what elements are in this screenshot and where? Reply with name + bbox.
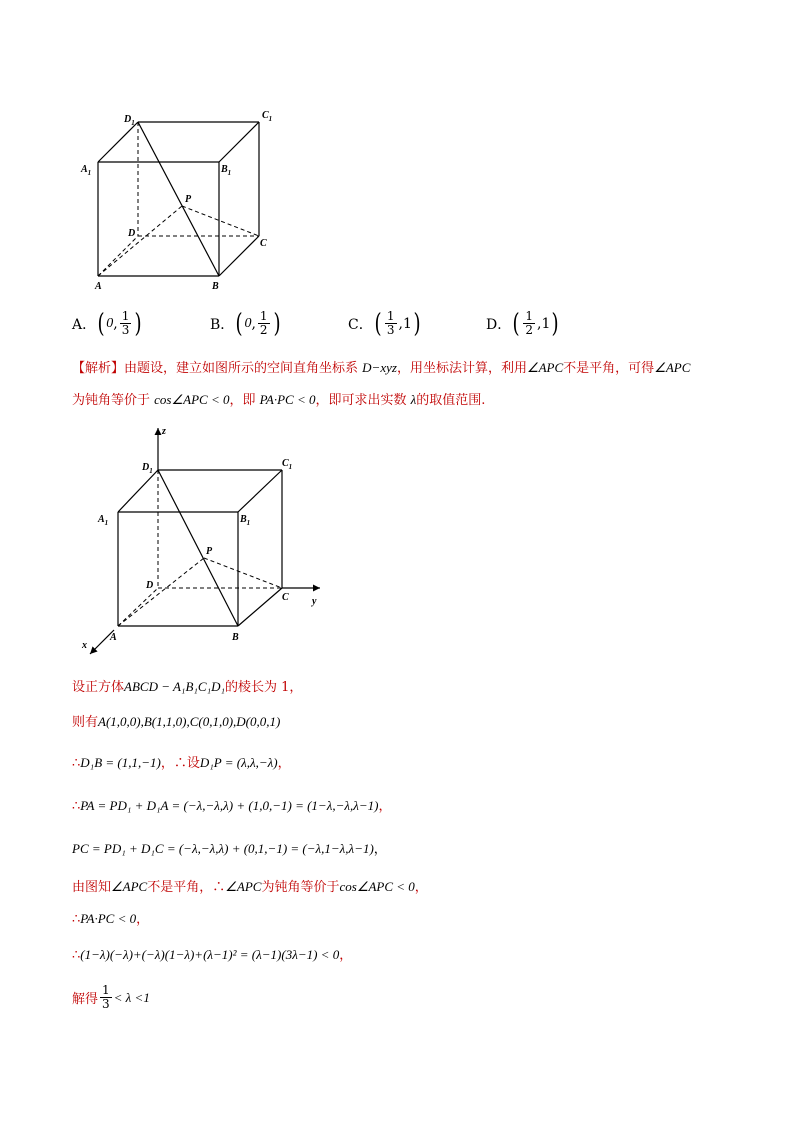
option-d-num: 1 bbox=[525, 309, 534, 323]
label-b: B bbox=[212, 281, 219, 292]
option-a-num: 1 bbox=[121, 309, 130, 323]
option-a[interactable]: A． ( 0 , $\frac{1}{3}$ ) bbox=[72, 308, 143, 339]
solution-line-8: ∴(1−λ)(−λ)+(−λ)(1−λ)+(λ−1)² = (λ−1)(3λ−1) < 0， bbox=[72, 947, 353, 963]
solution-line-7: ∴PA·PC < 0， bbox=[72, 911, 150, 927]
option-a-letter: A． bbox=[72, 316, 97, 333]
edge-b-c bbox=[219, 236, 259, 276]
option-d-den: 2 bbox=[525, 323, 534, 337]
analysis-text: ，即可求出实数 bbox=[315, 393, 407, 408]
solution-line-2: 则有A(1,0,0),B(1,1,0),C(0,1,0),D(0,0,1) bbox=[72, 714, 281, 730]
svg-text:D1: $D_1$ bbox=[142, 462, 153, 475]
analysis-text: 为钝角等价于 bbox=[72, 393, 151, 408]
diagonal-d1-b bbox=[138, 122, 219, 276]
option-c-num: 1 bbox=[386, 309, 395, 323]
solution-line-3: ∴D₁B = (1,1,−1)，∴设D₁P = (λ,λ,−λ)， bbox=[72, 755, 291, 771]
analysis-line-2 bbox=[72, 389, 485, 408]
axis-label-x: x bbox=[82, 640, 87, 651]
label-b1: $B_1$ bbox=[221, 164, 232, 177]
analysis-text: 由题设，建立如图所示的空间直角坐标系 bbox=[124, 361, 359, 376]
edge-b1-c1 bbox=[219, 122, 259, 162]
option-b-den: 2 bbox=[259, 323, 268, 337]
solution-line-9: 解得 $\frac{1}{3}$ < λ <1 bbox=[72, 983, 150, 1011]
analysis-text: ，即 bbox=[229, 393, 256, 408]
option-d[interactable]: D． ( $\frac{1}{2}$ , 1 ) bbox=[486, 308, 560, 339]
analysis-text: 的取值范围. bbox=[416, 393, 486, 408]
analysis-text: ，用坐标法计算，利用 bbox=[396, 361, 527, 376]
svg-text:P: P bbox=[206, 546, 213, 557]
option-d-right: 1 bbox=[541, 315, 551, 332]
solution-line-5: PC = PD₁ + D₁C = (−λ,−λ,λ) + (0,1,−1) = (−λ,1−λ,λ−1)， bbox=[72, 841, 387, 857]
label-c1: $C_1$ bbox=[262, 110, 273, 123]
option-c[interactable]: C． ( $\frac{1}{3}$ , 1 ) bbox=[348, 308, 421, 339]
option-a-den: 3 bbox=[121, 323, 130, 337]
option-b-num: 1 bbox=[259, 309, 268, 323]
analysis-angle: ∠APC bbox=[526, 360, 564, 375]
edge-a1-d1 bbox=[98, 122, 138, 162]
option-c-right: 1 bbox=[402, 315, 412, 332]
analysis-condition: cos∠APC < 0 bbox=[154, 392, 230, 407]
option-a-left: 0 bbox=[106, 315, 114, 331]
analysis-line-1 bbox=[72, 357, 690, 376]
label-c: C bbox=[260, 238, 267, 249]
svg-text:A1: $A_1$ bbox=[98, 514, 109, 527]
dashed-p-c bbox=[182, 206, 259, 236]
label-a1: $A_1$ bbox=[81, 164, 92, 177]
svg-text:B: B bbox=[232, 632, 239, 643]
cube-figure-1 bbox=[78, 100, 288, 300]
dashed-p-a bbox=[98, 206, 182, 276]
svg-text:B1: $B_1$ bbox=[240, 514, 251, 527]
solution-line-6: 由图知∠APC不是平角，∴∠APC为钝角等价于cos∠APC < 0， bbox=[72, 879, 428, 895]
option-b[interactable]: B． ( 0 , $\frac{1}{2}$ ) bbox=[210, 308, 281, 339]
analysis-angle: ∠APC bbox=[654, 360, 691, 375]
analysis-coord-system: D−xyz bbox=[362, 360, 397, 375]
analysis-text: 不是平角，可得 bbox=[563, 361, 655, 376]
analysis-tag: 【解析】 bbox=[72, 361, 125, 376]
option-c-den: 3 bbox=[386, 323, 395, 337]
option-b-left: 0 bbox=[244, 315, 252, 331]
options-row bbox=[72, 310, 732, 350]
label-d1: $D_1$ bbox=[124, 114, 135, 127]
analysis-lambda: λ bbox=[410, 392, 417, 407]
svg-text:C1: $C_1$ bbox=[282, 458, 293, 471]
label-p: P bbox=[185, 194, 192, 205]
label-a: A bbox=[95, 281, 102, 292]
option-d-letter: D． bbox=[486, 316, 512, 333]
solution-line-4: ∴PA = PD₁ + D₁A = (−λ,−λ,λ) + (1,0,−1) = (1−λ,−λ,λ−1)， bbox=[72, 798, 392, 814]
hidden-a-d bbox=[98, 236, 138, 276]
option-b-letter: B． bbox=[210, 316, 235, 333]
axis-label-z: z bbox=[162, 426, 166, 437]
axis-label-y: y bbox=[312, 596, 317, 607]
option-c-letter: C． bbox=[348, 316, 373, 333]
cube-figure-2 bbox=[78, 422, 338, 662]
label-d: D bbox=[128, 228, 136, 239]
svg-text:C: C bbox=[282, 592, 289, 603]
analysis-dot-product: PA·PC < 0 bbox=[259, 392, 316, 407]
svg-text:A: A bbox=[110, 632, 117, 643]
svg-text:D: D bbox=[146, 580, 154, 591]
solution-line-1: 设正方体ABCD − A₁B₁C₁D₁的棱长为 1， bbox=[72, 679, 303, 695]
